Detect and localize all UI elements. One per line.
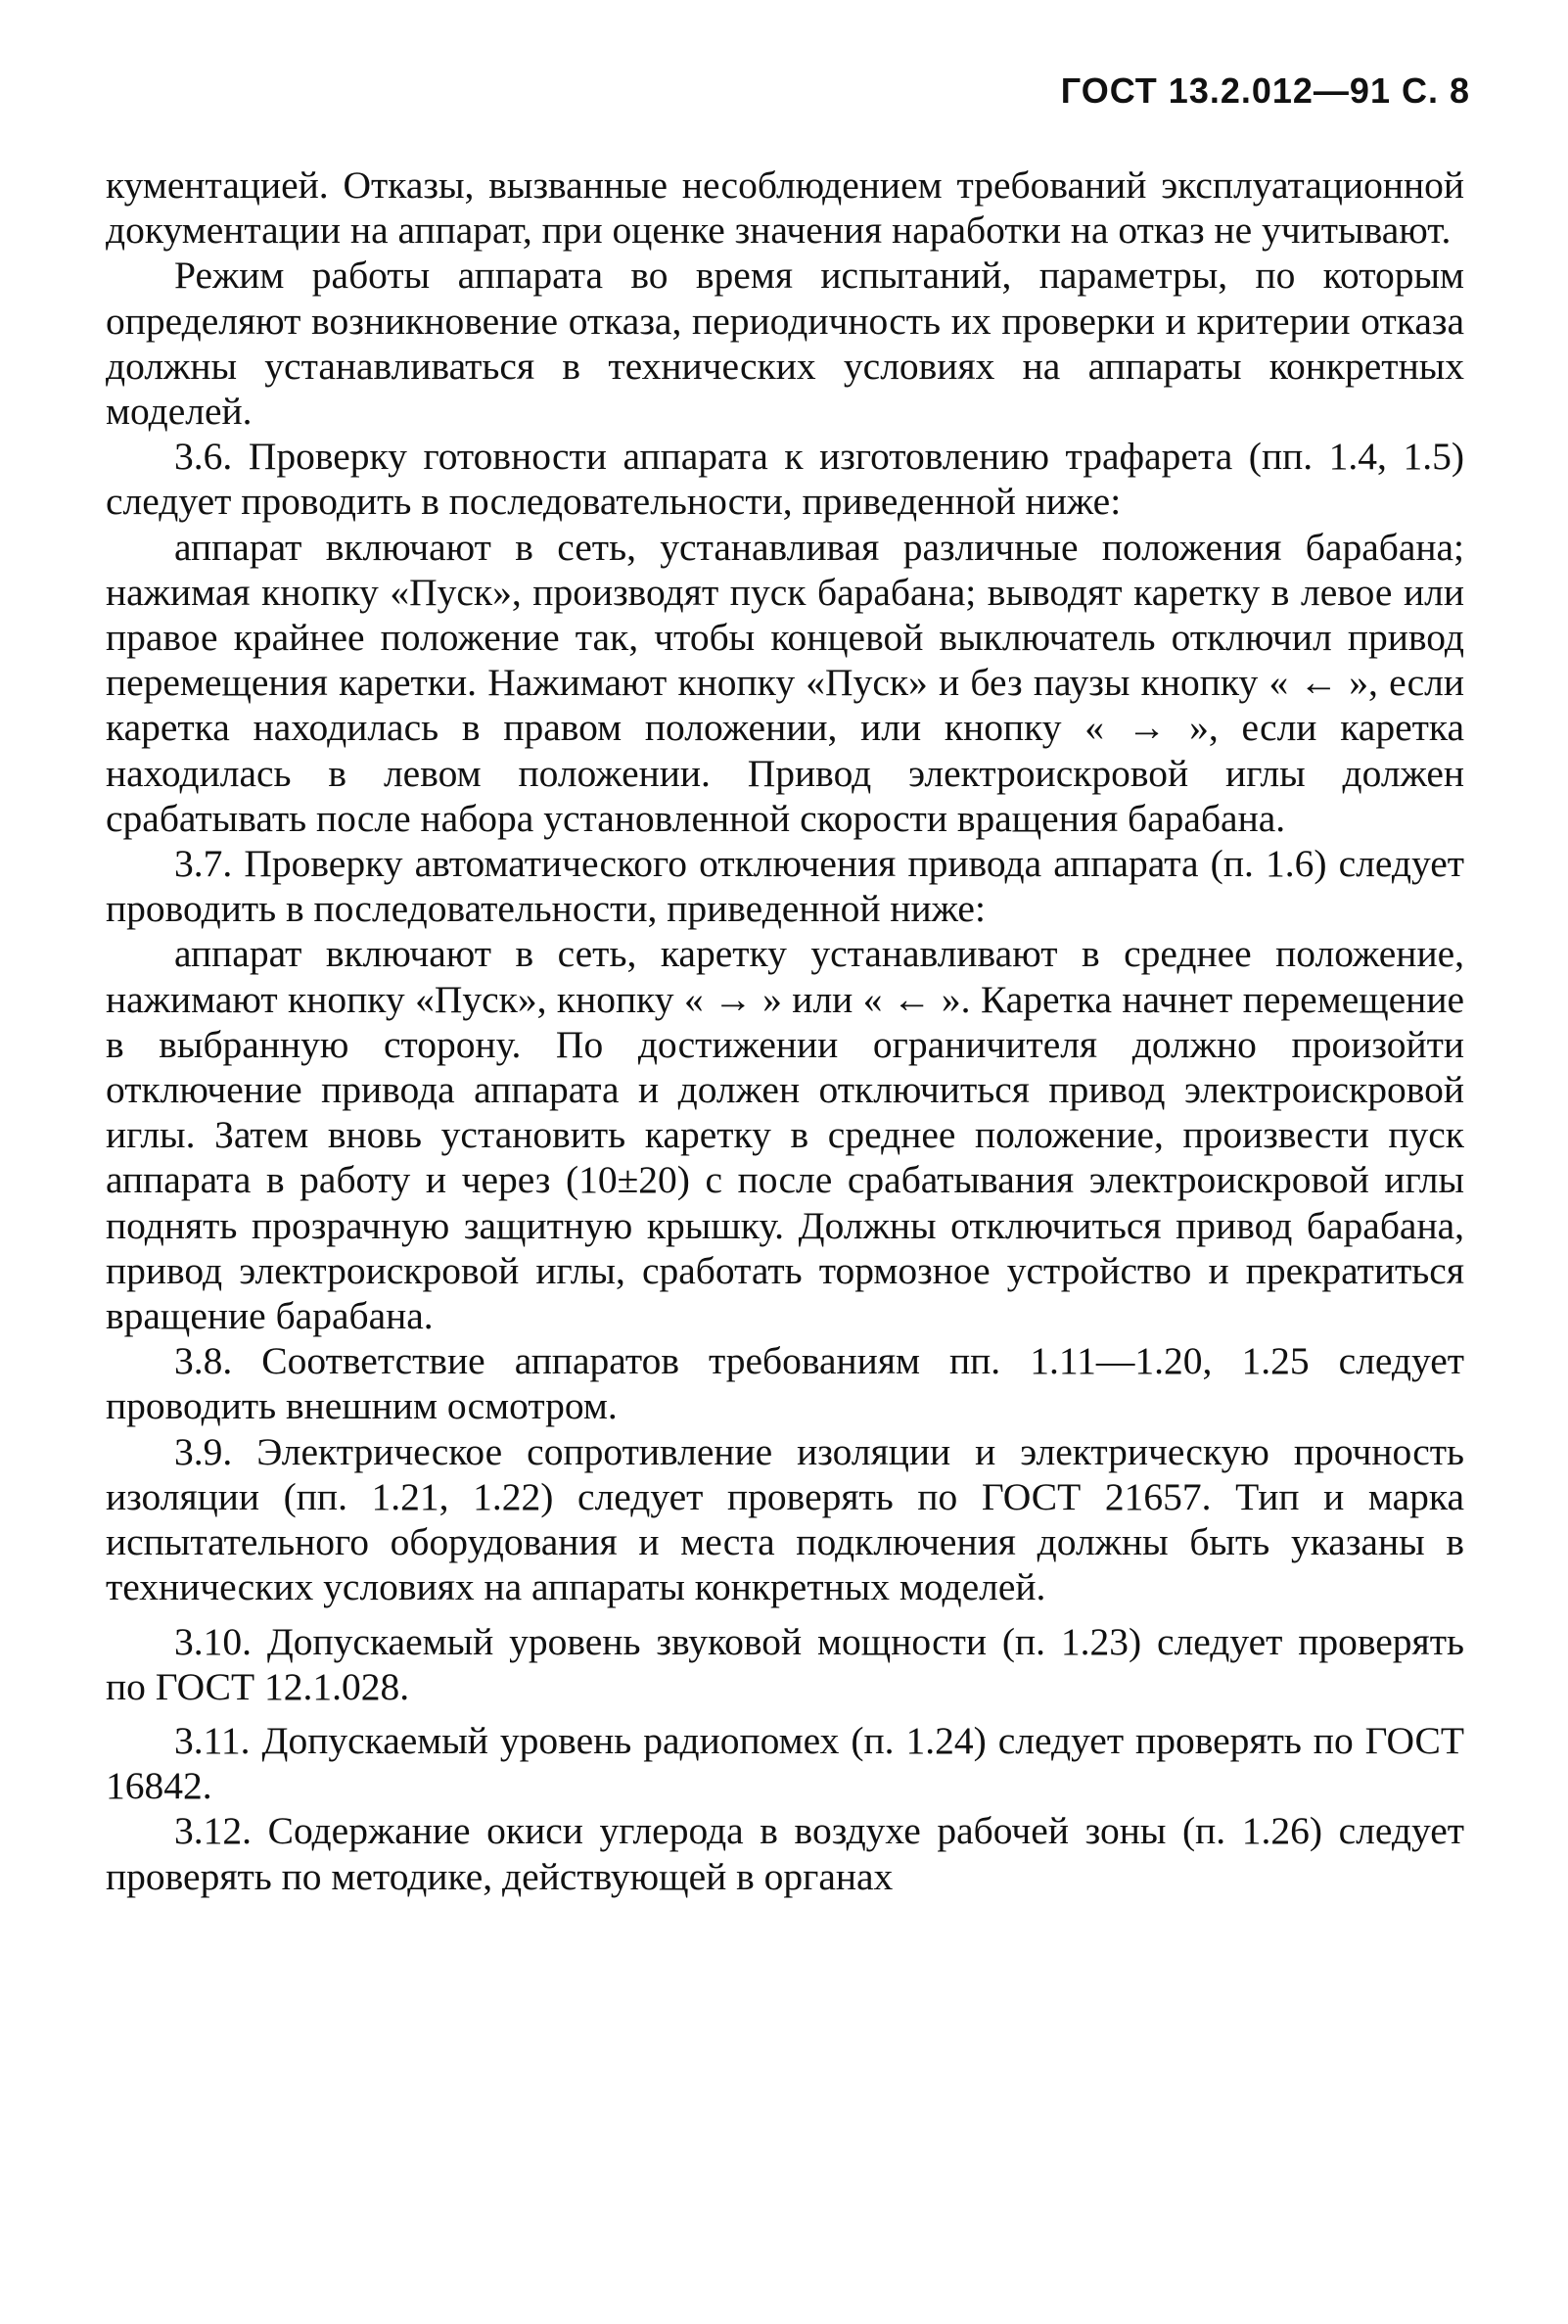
paragraph-3-12: 3.12. Содержание окиси углерода в воздухе рабочей зоны (п. 1.26) следует проверять по методике, действующей в органах bbox=[106, 1809, 1464, 1898]
paragraph-continuation: кументацией. Отказы, вызванные несоблюдением требований эксплуатационной документации на аппарат, при оценке значения наработки на отказ не учитывают. bbox=[106, 163, 1464, 253]
running-head: ГОСТ 13.2.012—91 С. 8 bbox=[1060, 70, 1470, 111]
paragraph-3-11: 3.11. Допускаемый уровень радиопомех (п. 1.24) следует проверять по ГОСТ 16842. bbox=[106, 1718, 1464, 1808]
paragraph-3-9: 3.9. Электрическое сопротивление изоляции и электрическую прочность изоляции (пп. 1.21, 1.22) следует проверять по ГОСТ 21657. Тип и марка испытательного оборудования и места подключения должны быть указаны в технических условиях на аппараты конкретных моделей. bbox=[106, 1429, 1464, 1609]
paragraph-3-6-procedure: аппарат включают в сеть, устанавливая различные положения барабана; нажимая кнопку «Пуск», производят пуск барабана; выводят каретку в левое или правое крайнее положение так, чтобы концевой выключатель отключил привод перемещения каретки. Нажимают кнопку «Пуск» и без паузы кнопку « ← », если каретка находилась в правом положении, или кнопку « → », если каретка находилась в левом положении. Привод электроискровой иглы должен срабатывать после набора установленной скорости вращения барабана. bbox=[106, 525, 1464, 840]
paragraph-test-mode: Режим работы аппарата во время испытаний, параметры, по которым определяют возникновение отказа, периодичность их проверки и критерии отказа должны устанавливаться в технических условиях на аппараты конкретных моделей. bbox=[106, 254, 1464, 434]
paragraph-3-7-procedure: аппарат включают в сеть, каретку устанавливают в среднее положение, нажимают кнопку «Пуск», кнопку « → » или « ← ». Каретка начнет перемещение в выбранную сторону. По достижении ограничителя должно произойти отключение привода аппарата и должен отключиться привод электроискровой иглы. Затем вновь установить каретку в среднее положение, произвести пуск аппарата в работу и через (10±20) с после срабатывания электроискровой иглы поднять прозрачную защитную крышку. Должны отключиться привод барабана, привод электроискровой иглы, сработать тормозное устройство и прекратиться вращение барабана. bbox=[106, 932, 1464, 1338]
paragraph-3-8: 3.8. Соответствие аппаратов требованиям пп. 1.11—1.20, 1.25 следует проводить внешним осмотром. bbox=[106, 1339, 1464, 1428]
paragraph-3-6: 3.6. Проверку готовности аппарата к изготовлению трафарета (пп. 1.4, 1.5) следует проводить в последовательности, приведенной ниже: bbox=[106, 435, 1464, 524]
body-text bbox=[106, 163, 1464, 1899]
paragraph-3-10: 3.10. Допускаемый уровень звуковой мощности (п. 1.23) следует проверять по ГОСТ 12.1.028. bbox=[106, 1619, 1464, 1708]
paragraph-3-7: 3.7. Проверку автоматического отключения привода аппарата (п. 1.6) следует проводить в последовательности, приведенной ниже: bbox=[106, 842, 1464, 931]
